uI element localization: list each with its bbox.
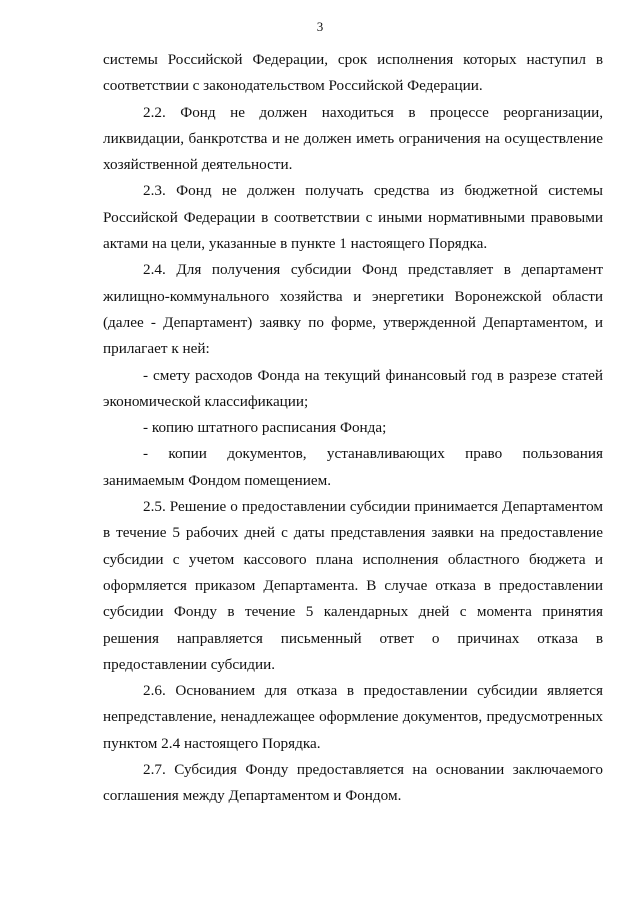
paragraph-continuation: системы Российской Федерации, срок исполнения которых наступил в соответствии с законодательством Российской Федерации. (103, 51, 603, 95)
list-item-staff-schedule: - копию штатного расписания Фонда; (143, 419, 387, 437)
list-item-expense-estimate: - смету расходов Фонда на текущий финансовый год в разрезе статей экономической классификации; (103, 366, 603, 410)
document-body (103, 47, 603, 810)
paragraph-2-2: 2.2. Фонд не должен находиться в процессе реорганизации, ликвидации, банкротства и не должен иметь ограничения на осуществление хозяйственной деятельности. (103, 103, 603, 174)
paragraph-2-4: 2.4. Для получения субсидии Фонд представляет в департамент жилищно-коммунального хозяйства и энергетики Воронежской области (далее - Департамент) заявку по форме, утвержденной Департаментом, и прилагает к ней: (103, 261, 603, 358)
paragraph-2-6: 2.6. Основанием для отказа в предоставлении субсидии является непредставление, ненадлежащее оформление документов, предусмотренных пунктом 2.4 настоящего Порядка. (103, 682, 603, 752)
paragraph-2-7: 2.7. Субсидия Фонду предоставляется на основании заключаемого соглашения между Департаментом и Фондом. (103, 761, 603, 805)
page-number: 3 (316, 19, 324, 34)
paragraph-2-5: 2.5. Решение о предоставлении субсидии принимается Департаментом в течение 5 рабочих дней с даты представления заявки на предоставление субсидии с учетом кассового плана исполнения областного бюджета и оформляется приказом Департамента. В случае отказа в предоставлении субсидии Фонду в течение 5 календарных дней с момента принятия решения направляется письменный ответ о причинах отказа в предоставлении субсидии. (103, 498, 603, 673)
paragraph-2-3: 2.3. Фонд не должен получать средства из бюджетной системы Российской Федерации в соответствии с иными нормативными правовыми актами на цели, указанные в пункте 1 настоящего Порядка. (103, 182, 603, 253)
list-item-premises-documents: - копии документов, устанавливающих право пользования занимаемым Фондом помещением. (103, 445, 603, 489)
